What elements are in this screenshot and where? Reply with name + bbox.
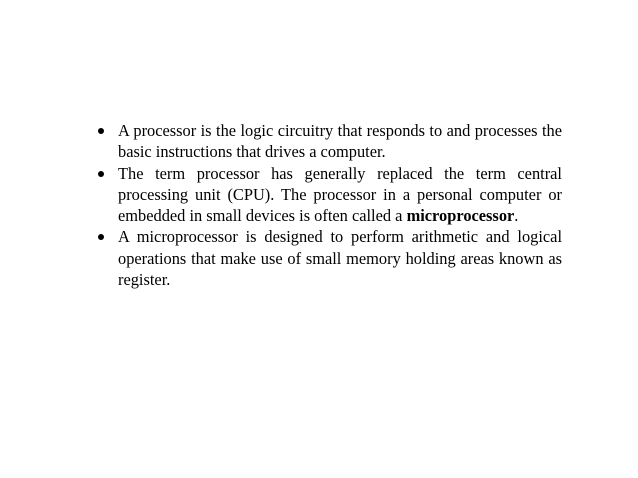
bullet-bold-term: microprocessor bbox=[406, 206, 515, 226]
bullet-item-processor bbox=[97, 120, 562, 163]
bullet-item-cpu bbox=[97, 163, 562, 227]
bullet-text-end: . bbox=[514, 206, 519, 226]
bullet-dot-icon bbox=[98, 171, 104, 177]
bullet-dot-icon bbox=[98, 234, 104, 240]
bullet-item-microprocessor bbox=[97, 226, 562, 290]
bullet-list bbox=[97, 120, 562, 290]
bullet-dot-icon bbox=[98, 128, 104, 134]
bullet-text: A microprocessor is designed to perform arithmetic and logical operations that make use of small memory holding areas known as register. bbox=[118, 227, 562, 290]
bullet-text: The term processor has generally replaced the term central processing unit (CPU). The processor in a personal computer or embedded in small devices is often called a bbox=[118, 163, 562, 226]
bullet-text: A processor is the logic circuitry that responds to and processes the basic instructions that drives a computer. bbox=[118, 121, 562, 162]
